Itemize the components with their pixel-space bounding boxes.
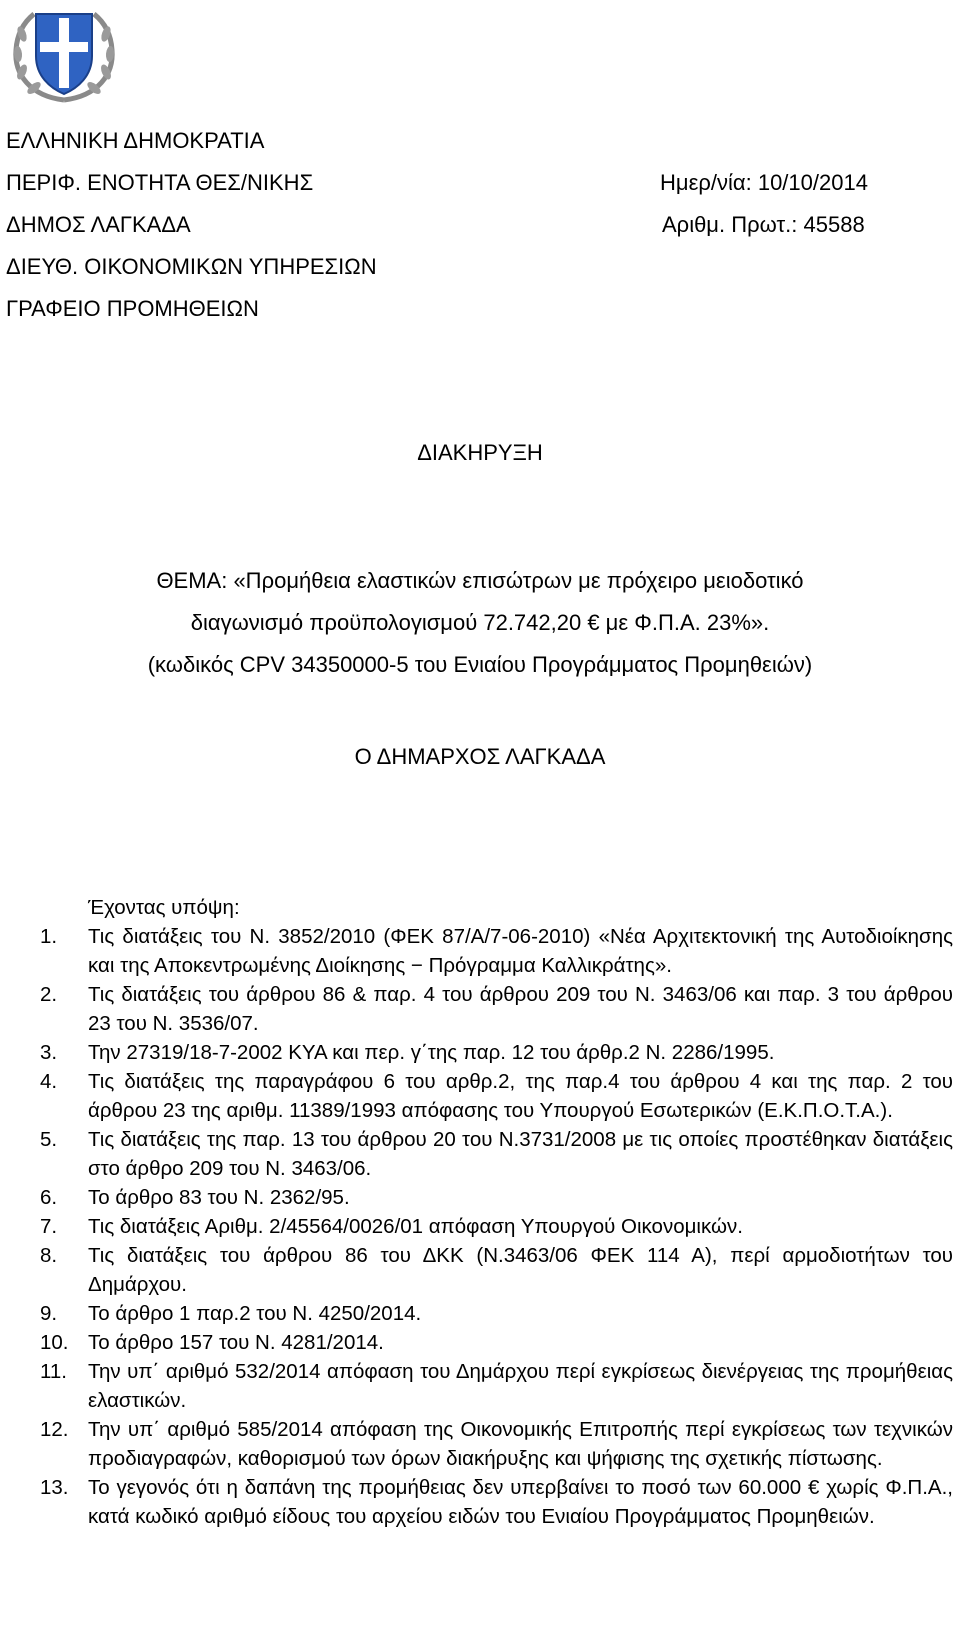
mayor-heading: Ο ΔΗΜΑΡΧΟΣ ΛΑΓΚΑΔΑ [354, 744, 606, 769]
item-number: 12. [40, 1418, 69, 1441]
item-number: 5. [40, 1128, 58, 1151]
list-item [40, 1212, 953, 1241]
item-number: 7. [40, 1215, 58, 1238]
subject-line-1: ΘΕΜΑ: «Προμήθεια ελαστικών επισώτρων με πρόχειρο μειοδοτικό [156, 568, 804, 593]
document-date: Ημερ/νία: 10/10/2014 [660, 170, 868, 195]
item-text: Το γεγονός ότι η δαπάνη της προμήθειας δεν υπερβαίνει το ποσό των 60.000 € χωρίς Φ.Π.Α., κατά κωδικό αριθμό είδους του αρχείου ειδών του Ενιαίου Προγράμματος Προμηθειών. [88, 1476, 953, 1528]
greek-coat-of-arms-icon [8, 4, 120, 104]
item-number: 4. [40, 1070, 58, 1093]
item-number: 9. [40, 1302, 58, 1325]
considerations-list [40, 922, 953, 1531]
list-item [40, 1415, 953, 1473]
list-item [40, 1241, 953, 1299]
item-text: Την 27319/18-7-2002 ΚΥΑ και περ. γ΄της παρ. 12 του άρθρ.2 Ν. 2286/1995. [88, 1041, 775, 1064]
item-number: 2. [40, 983, 58, 1006]
item-text: Το άρθρο 157 του Ν. 4281/2014. [88, 1331, 384, 1354]
item-text: Τις διατάξεις της παραγράφου 6 του αρθρ.2, της παρ.4 του άρθρου 4 και της παρ. 2 του άρθρου 23 της αριθμ. 11389/1993 απόφασης του Υπουργού Εσωτερικών (Ε.Κ.Π.Ο.Τ.Α.). [88, 1070, 953, 1122]
item-text: Την υπ΄ αριθμό 585/2014 απόφαση της Οικονομικής Επιτροπής περί εγκρίσεως των τεχνικών προδιαγραφών, καθορισμού των όρων διακήρυξης και ψήφισης της σχετικής πίστωσης. [88, 1418, 953, 1470]
item-text: Τις διατάξεις του Ν. 3852/2010 (ΦΕΚ 87/Α/7-06-2010) «Νέα Αρχιτεκτονική της Αυτοδιοίκησης και της Αποκεντρωμένης Διοίκησης − Πρόγραμμα Καλλικράτης». [88, 925, 953, 977]
item-text: Το άρθρο 1 παρ.2 του Ν. 4250/2014. [88, 1302, 422, 1325]
header-line-republic: ΕΛΛΗΝΙΚΗ ΔΗΜΟΚΡΑΤΙΑ [6, 128, 265, 153]
item-number: 1. [40, 925, 58, 948]
header-line-directorate: ΔΙΕΥΘ. ΟΙΚΟΝΟΜΙΚΩΝ ΥΠΗΡΕΣΙΩΝ [6, 254, 377, 279]
item-number: 6. [40, 1186, 58, 1209]
header-line-region: ΠΕΡΙΦ. ΕΝΟΤΗΤΑ ΘΕΣ/ΝΙΚΗΣ [6, 170, 314, 195]
item-text: Τις διατάξεις του άρθρου 86 & παρ. 4 του άρθρου 209 του Ν. 3463/06 και παρ. 3 του άρθρου 23 του Ν. 3536/07. [88, 983, 953, 1035]
list-item [40, 1328, 953, 1357]
item-text: Το άρθρο 83 του Ν. 2362/95. [88, 1186, 350, 1209]
intro-text: Έχοντας υπόψη: [88, 896, 240, 919]
item-text: Την υπ΄ αριθμό 532/2014 απόφαση του Δημάρχου περί εγκρίσεως διενέργειας της προμήθειας ελαστικών. [88, 1360, 953, 1412]
item-text: Τις διατάξεις Αριθμ. 2/45564/0026/01 απόφαση Υπουργού Οικονομικών. [88, 1215, 743, 1238]
subject-line-3: (κωδικός CPV 34350000-5 του Ενιαίου Προγράμματος Προμηθειών) [147, 652, 813, 677]
list-item [40, 922, 953, 980]
list-item [40, 1183, 953, 1212]
header-line-office: ΓΡΑΦΕΙΟ ΠΡΟΜΗΘΕΙΩΝ [6, 296, 259, 321]
item-number: 13. [40, 1476, 69, 1499]
list-item [40, 1299, 953, 1328]
protocol-number: Αριθμ. Πρωτ.: 45588 [662, 212, 865, 237]
list-item [40, 1067, 953, 1125]
document-title: ΔΙΑΚΗΡΥΞΗ [417, 440, 543, 465]
item-number: 8. [40, 1244, 58, 1267]
item-number: 11. [40, 1360, 67, 1383]
item-number: 3. [40, 1041, 58, 1064]
subject-line-2: διαγωνισμό προϋπολογισμού 72.742,20 € με Φ.Π.Α. 23%». [190, 610, 770, 635]
item-text: Τις διατάξεις της παρ. 13 του άρθρου 20 του Ν.3731/2008 με τις οποίες προστέθηκαν διατάξεις στο άρθρο 209 του Ν. 3463/06. [88, 1128, 953, 1180]
list-item [40, 1125, 953, 1183]
item-number: 10. [40, 1331, 69, 1354]
item-text: Τις διατάξεις του άρθρου 86 του ΔΚΚ (Ν.3463/06 ΦΕΚ 114 Α), περί αρμοδιοτήτων του Δημάρχου. [88, 1244, 953, 1296]
list-item [40, 980, 953, 1038]
list-item [40, 1038, 953, 1067]
list-item [40, 1357, 953, 1415]
list-item [40, 1473, 953, 1531]
header-line-municipality: ΔΗΜΟΣ ΛΑΓΚΑΔΑ [6, 212, 191, 237]
